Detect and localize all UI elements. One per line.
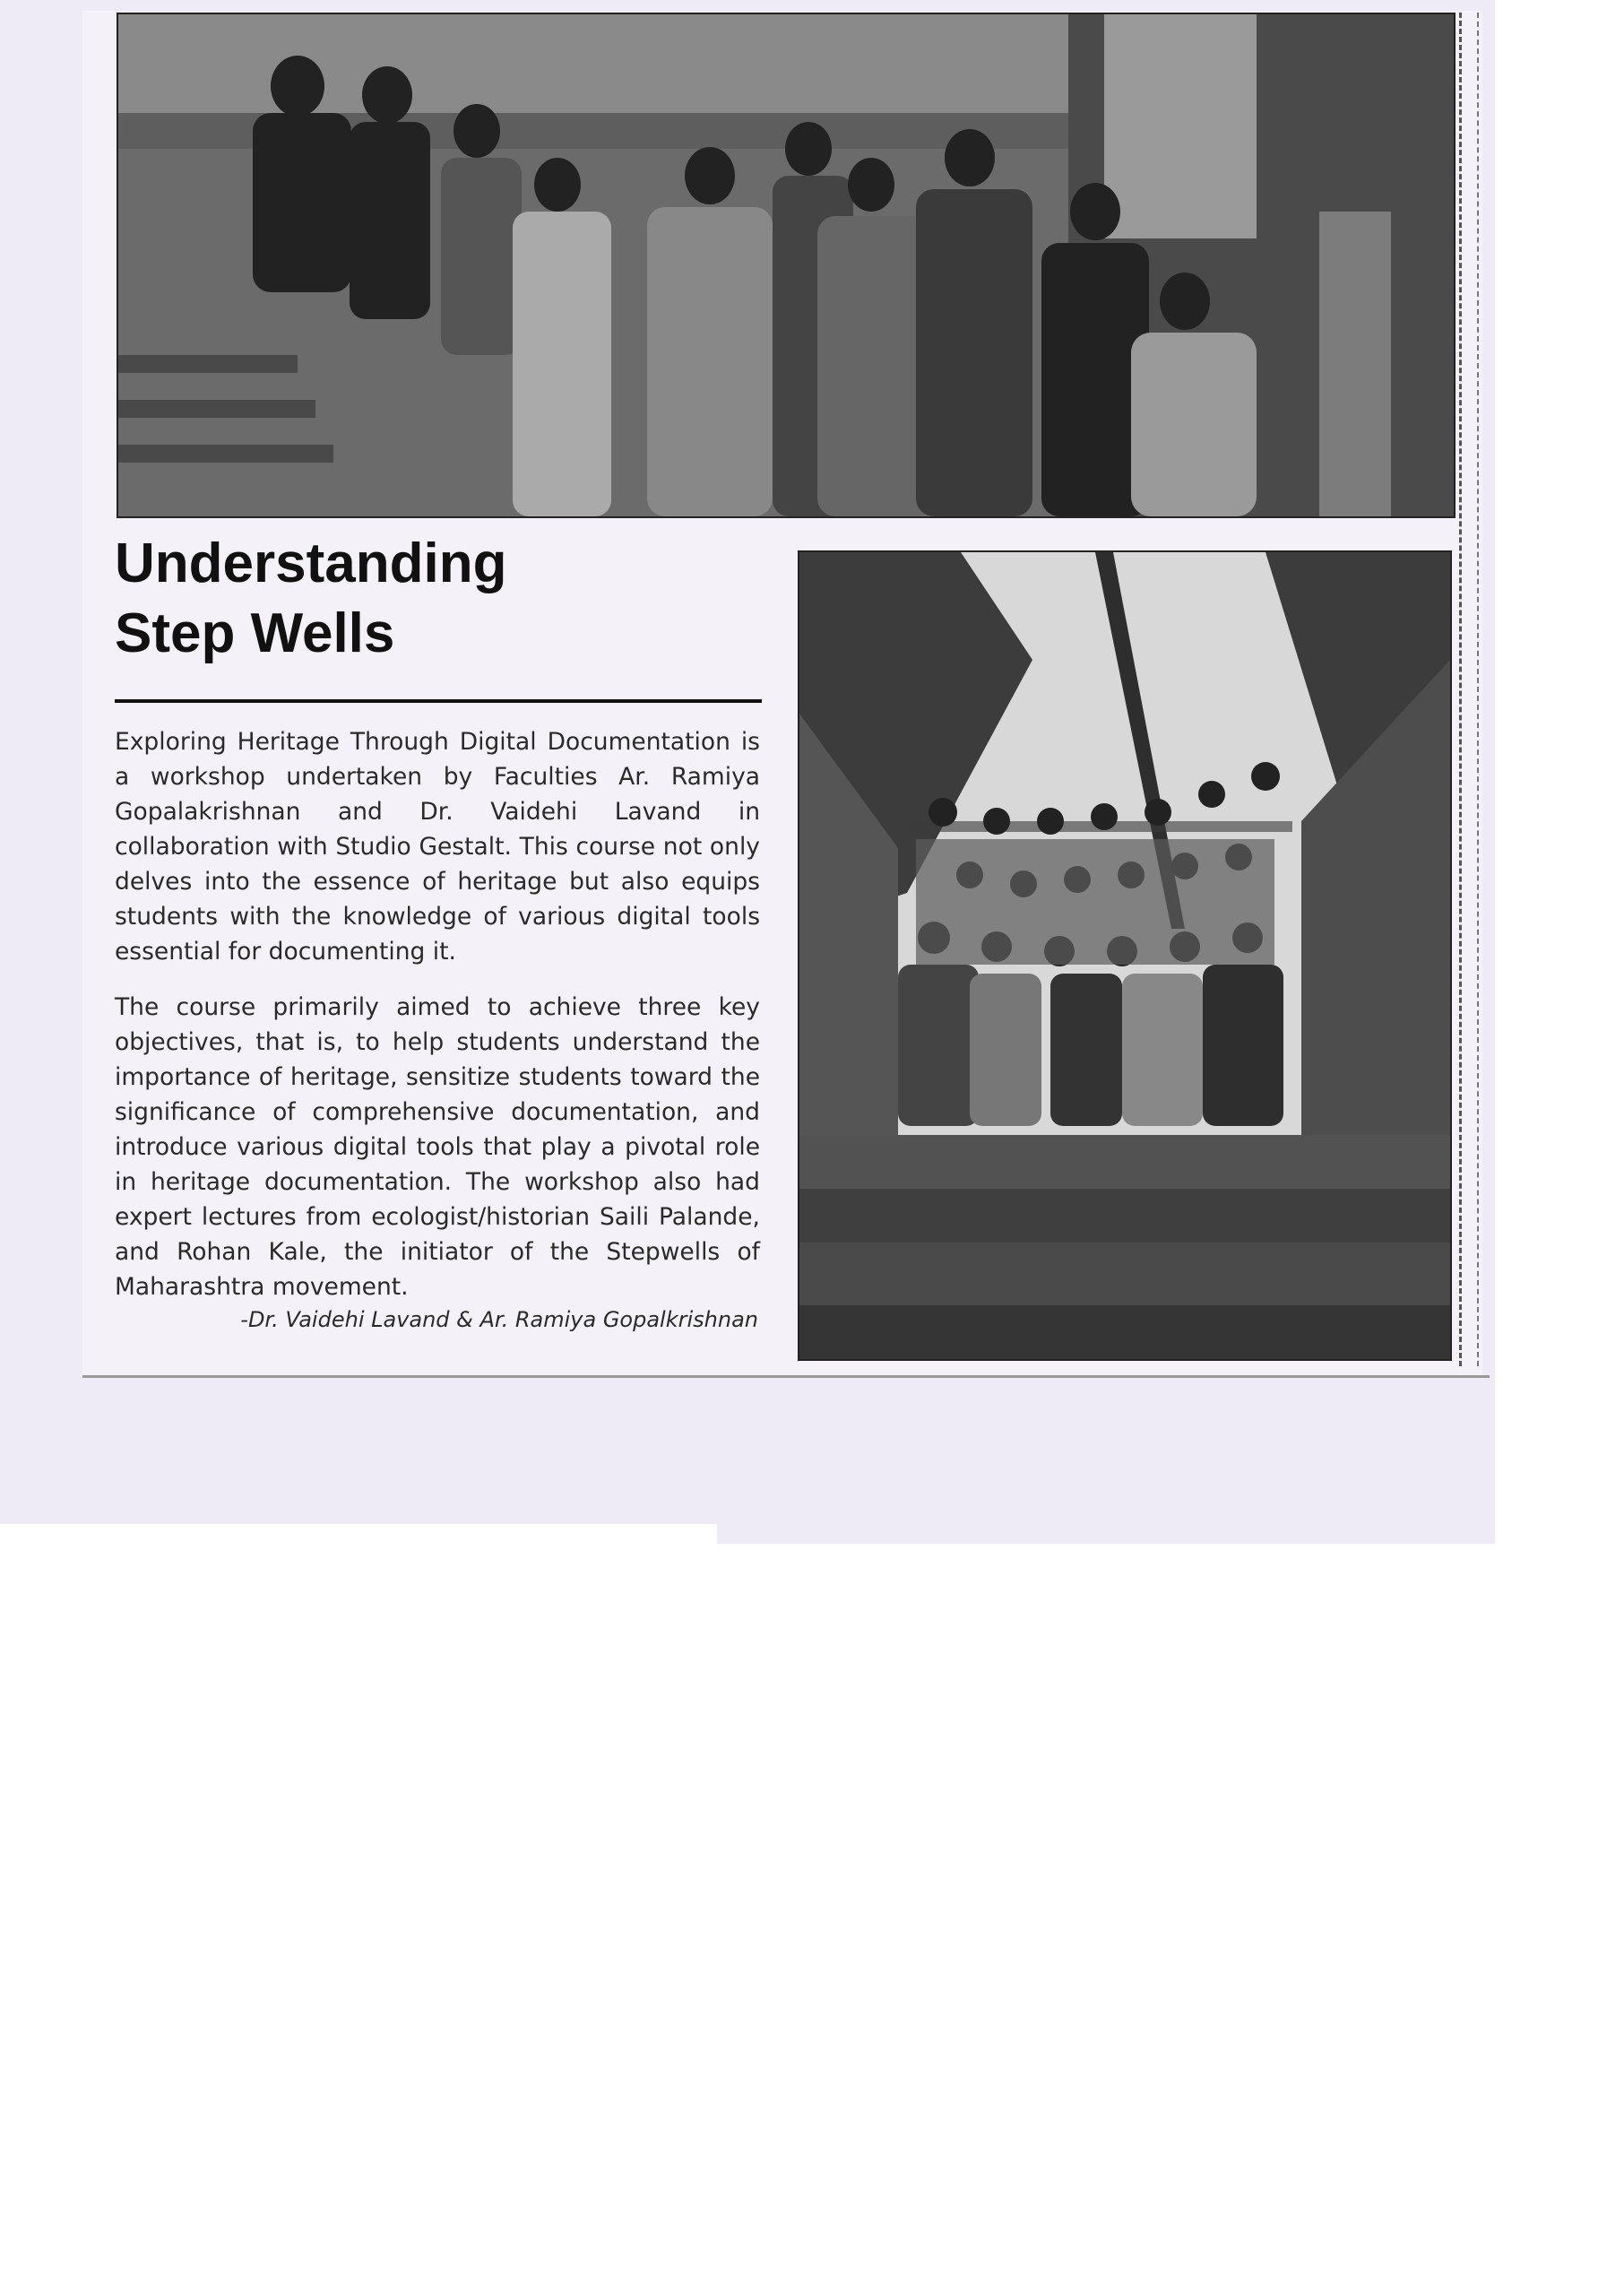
article-paragraph-2: The course primarily aimed to achieve three key objectives, that is, to help students understand the importance of heritage, sensitize students toward the significance of comprehensive documentation, and introduce various digital tools that play a pivotal role in heritage documentation. The workshop also had expert lectures from ecologist/historian Saili Palande, and Rohan Kale, the initiator of the Stepwells of Maharashtra movement. xyxy=(115,993,760,1301)
headline-line-2: Step Wells xyxy=(115,602,395,664)
headline-line-1: Understanding xyxy=(115,533,507,594)
headline-divider xyxy=(115,699,762,703)
sheet-edge xyxy=(717,1515,1495,1544)
scan-margin-line xyxy=(1459,13,1462,1366)
page-bottom-border xyxy=(82,1375,1490,1378)
article-headline xyxy=(115,529,760,669)
article-paragraph-1: Exploring Heritage Through Digital Documentation is a workshop undertaken by Faculties Ar. Ramiya Gopalakrishnan and Dr. Vaidehi Lavand in collaboration with Studio Gestalt. This course not only delves into the essence of heritage but also equips students with the knowledge of various digital tools essential for documenting it. xyxy=(115,728,760,966)
scan-margin-line xyxy=(1477,13,1479,1366)
article-byline: -Dr. Vaidehi Lavand & Ar. Ramiya Gopalkrishnan xyxy=(240,1307,758,1332)
group-photo xyxy=(117,13,1456,518)
stepwell-group-photo xyxy=(798,550,1452,1361)
